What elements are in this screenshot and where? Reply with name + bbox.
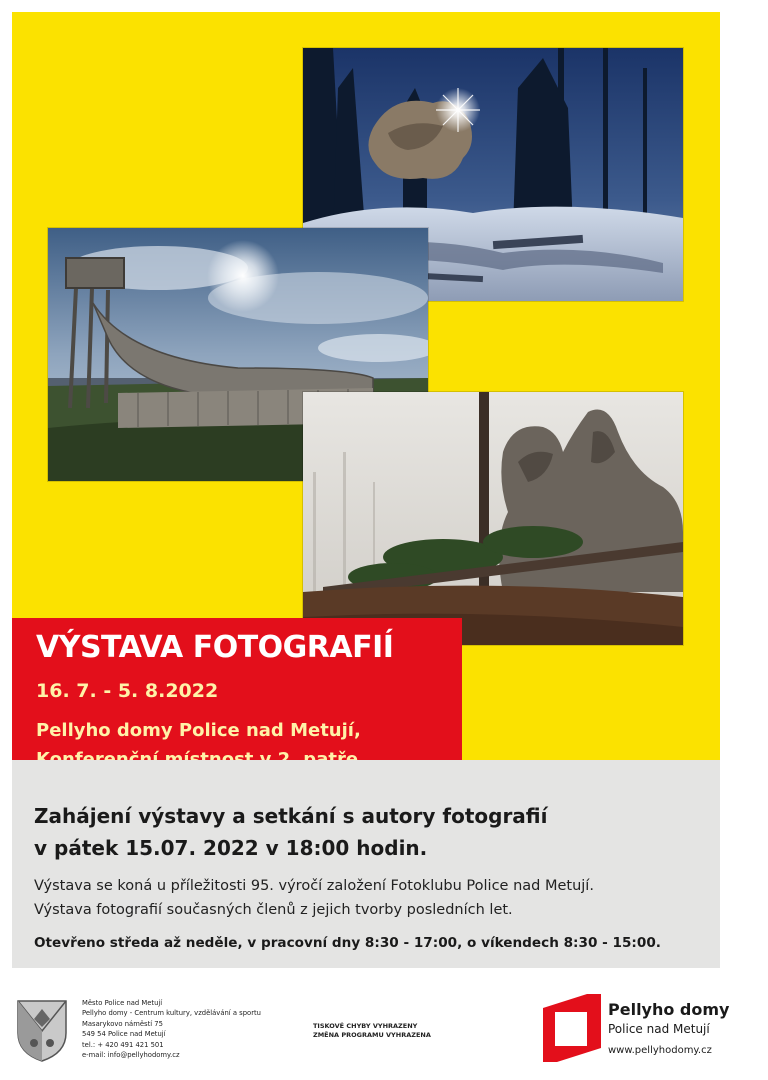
address-phone: tel.: + 420 491 421 501	[82, 1040, 164, 1049]
address-line: Pellyho domy - Centrum kultury, vzdělávání a sportu	[82, 1009, 261, 1018]
photo-foggy-sandstone-rocks	[303, 392, 683, 645]
exhibition-title: VÝSTAVA FOTOGRAFIÍ	[36, 630, 394, 665]
opening-announcement	[34, 800, 548, 864]
exhibition-description	[34, 874, 594, 922]
address-line: Masarykovo náměstí 75	[82, 1019, 163, 1028]
exhibition-dates: 16. 7. - 5. 8.2022	[36, 680, 219, 702]
address-email: e-mail: info@pellyhodomy.cz	[82, 1051, 180, 1060]
address-line: Město Police nad Metují	[82, 999, 163, 1007]
opening-line-2: v pátek 15.07. 2022 v 18:00 hodin.	[34, 836, 428, 860]
address-line: 549 54 Police nad Metují	[82, 1030, 166, 1039]
logo-name: Pellyho domy	[608, 1000, 730, 1019]
pellyho-domy-logo-icon	[543, 994, 601, 1062]
pellyho-domy-logo-text	[608, 1000, 729, 1056]
disclaimer-line-2: ZMĚNA PROGRAMU VYHRAZENA	[313, 1031, 431, 1039]
opening-line-1: Zahájení výstavy a setkání s autory fotografií	[34, 804, 548, 828]
disclaimer-line-1: TISKOVÉ CHYBY VYHRAZENY	[313, 1022, 418, 1030]
logo-town: Police nad Metují	[608, 1022, 710, 1036]
venue-line-1: Pellyho domy Police nad Metují,	[36, 720, 361, 741]
town-crest-icon	[14, 997, 70, 1063]
footer-address	[82, 998, 261, 1060]
logo-website: www.pellyhodomy.cz	[608, 1045, 712, 1056]
description-line-1: Výstava se koná u příležitosti 95. výročí založení Fotoklubu Police nad Metují.	[34, 878, 594, 894]
info-panel	[12, 760, 720, 968]
opening-hours: Otevřeno středa až neděle, v pracovní dny 8:30 - 17:00, o víkendech 8:30 - 15:00.	[34, 935, 661, 951]
description-line-2: Výstava fotografií současných členů z jejich tvorby posledních let.	[34, 902, 513, 918]
footer-disclaimer	[313, 1022, 431, 1040]
